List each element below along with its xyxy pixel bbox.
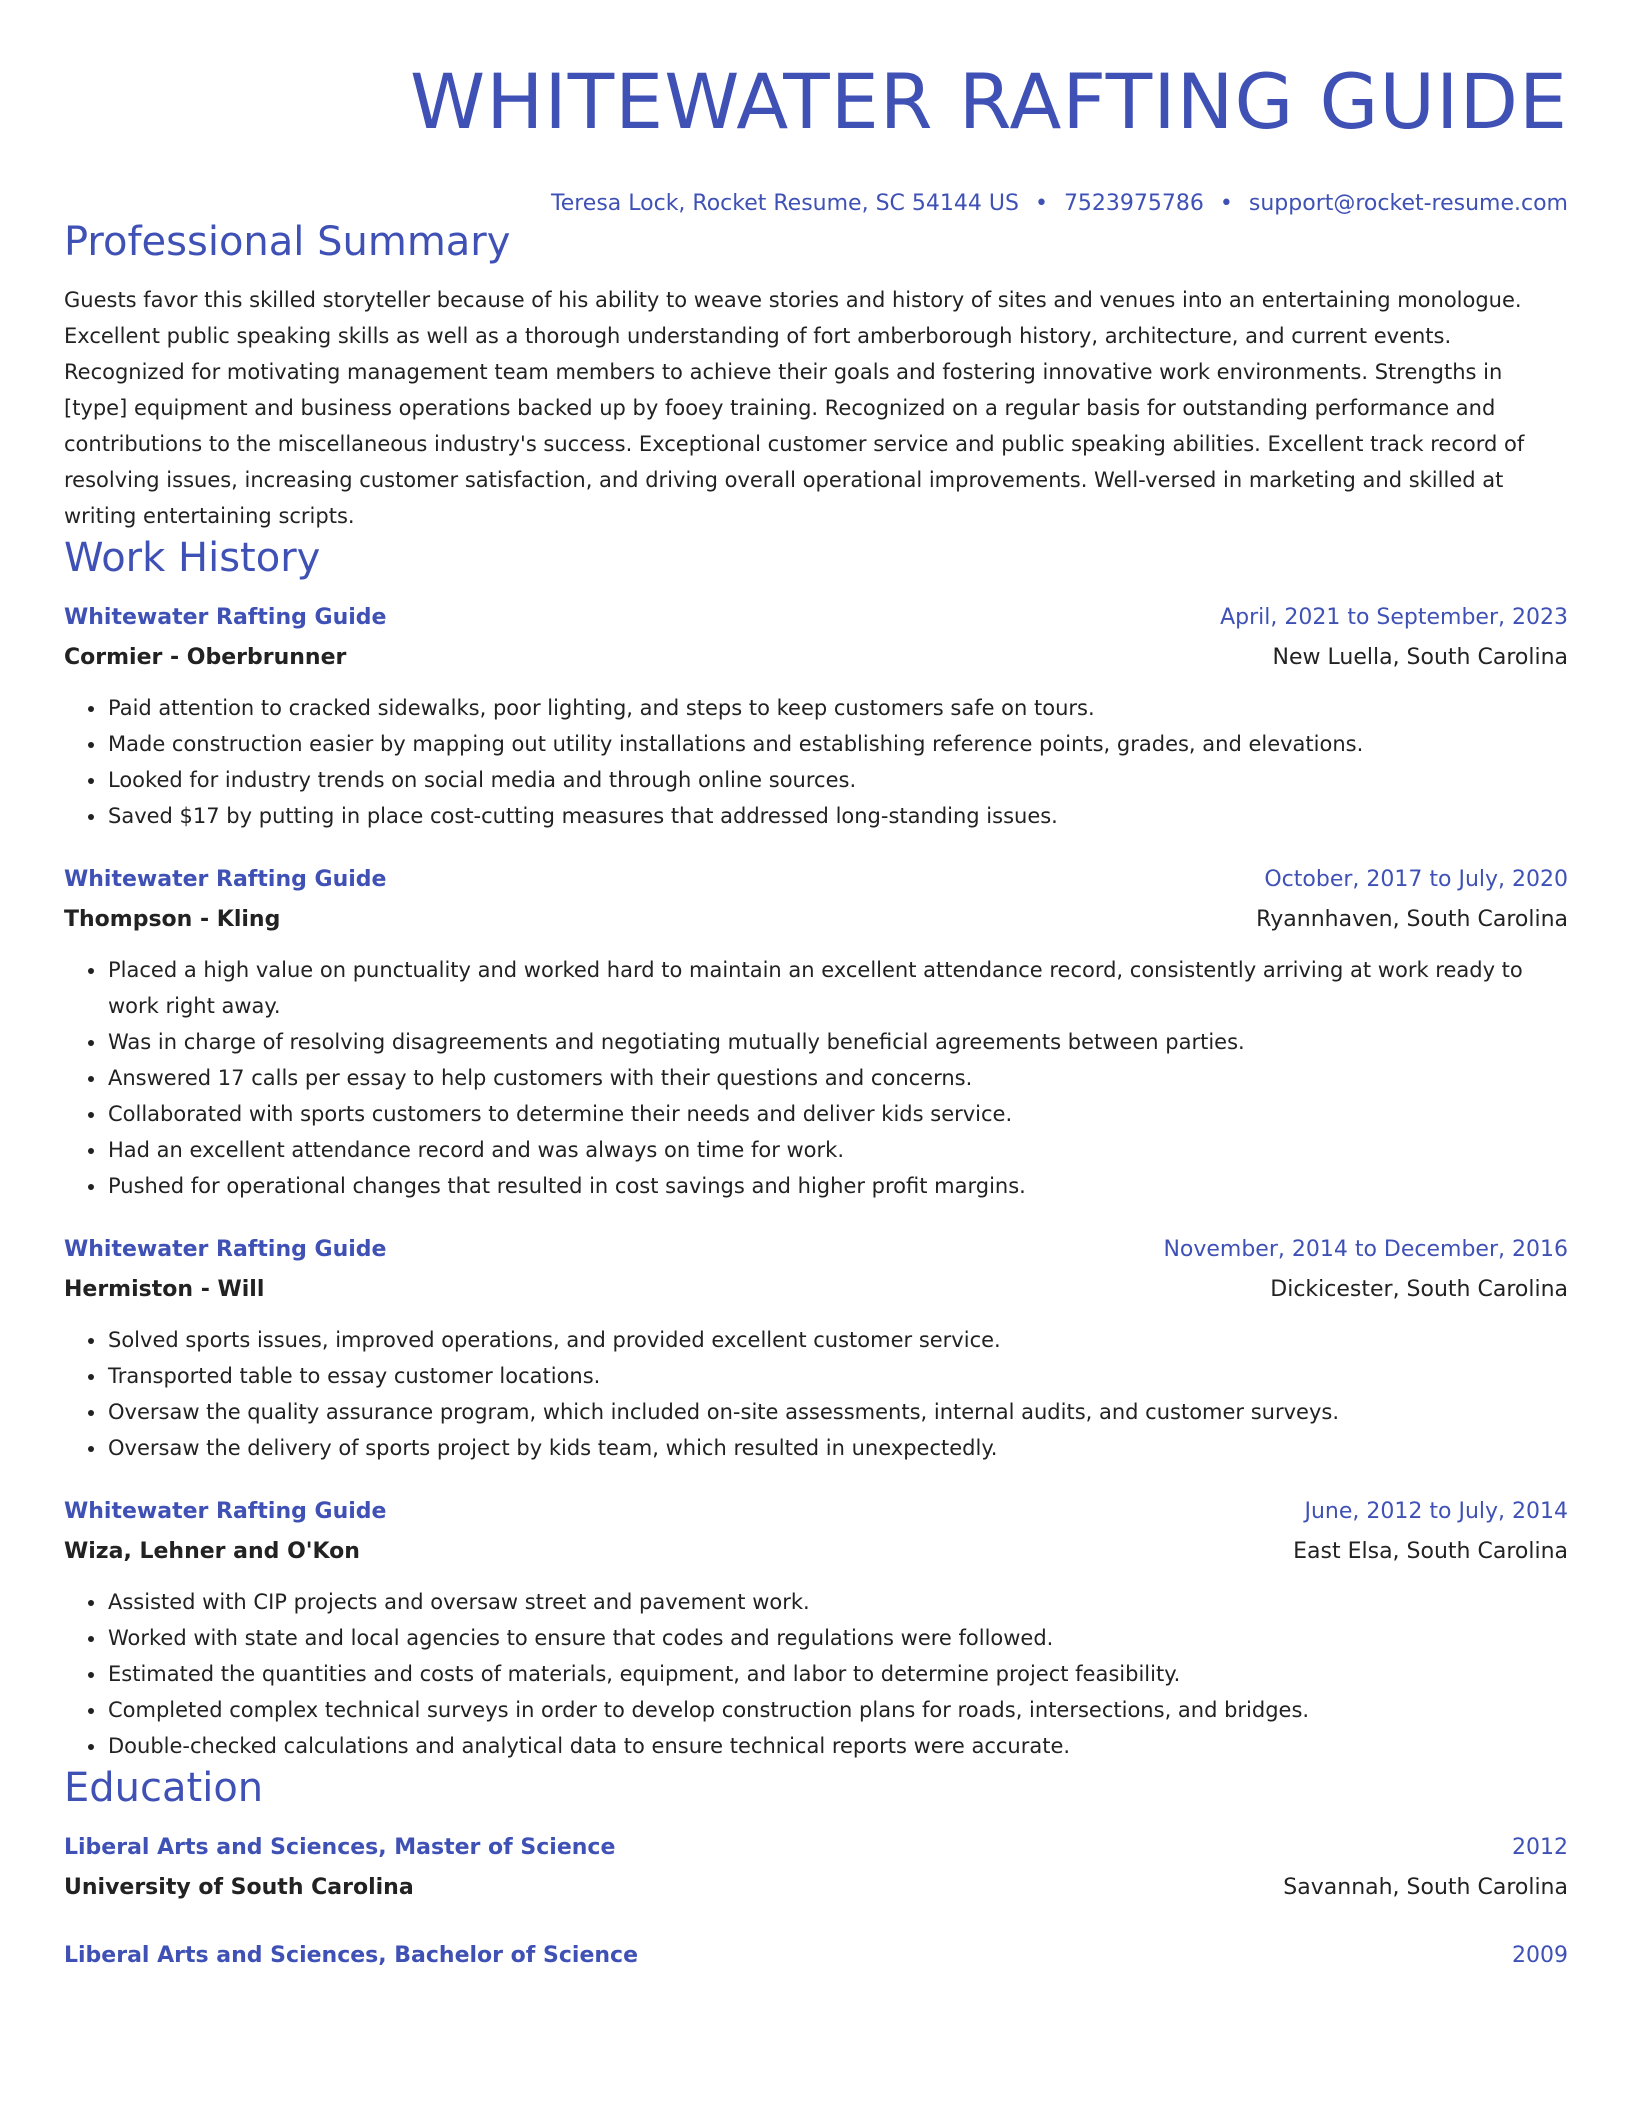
job-bullet: • Transported table to essay customer locations. [107,1358,1568,1394]
job-bullet: • Pushed for operational changes that resulted in cost savings and higher profit margins. [107,1168,1568,1204]
job-location: New Luella, South Carolina [1272,645,1568,670]
job-bullets [64,952,1568,1204]
job-bullet: • Had an excellent attendance record and was always on time for work. [107,1132,1568,1168]
job-bullet: • Made construction easier by mapping out utility installations and establishing reference points, grades, and elevations. [107,726,1568,762]
job-entry [64,860,1568,1204]
job-dates: November, 2014 to December, 2016 [1163,1237,1568,1262]
job-bullets [64,1584,1568,1764]
job-location: East Elsa, South Carolina [1293,1539,1568,1564]
education-location: Savannah, South Carolina [1283,1875,1568,1900]
contact-separator: • [1219,191,1233,216]
job-bullet: • Saved $17 by putting in place cost-cutting measures that addressed long-standing issues. [107,798,1568,834]
job-title: Whitewater Rafting Guide [64,1499,387,1524]
job-bullets [64,690,1568,834]
education-entry [64,1828,1568,1908]
job-bullet: • Assisted with CIP projects and oversaw street and pavement work. [107,1584,1568,1620]
job-bullet: • Looked for industry trends on social media and through online sources. [107,762,1568,798]
education-year: 2012 [1512,1835,1568,1860]
education-school: University of South Carolina [64,1875,414,1900]
education-school-row [64,1868,1568,1908]
job-bullet: • Collaborated with sports customers to determine their needs and deliver kids service. [107,1096,1568,1132]
job-company: Cormier - Oberbrunner [64,645,347,670]
job-dates: June, 2012 to July, 2014 [1304,1499,1568,1524]
job-company: Thompson - Kling [64,907,281,932]
job-company-row [64,638,1568,678]
job-bullet: • Double-checked calculations and analytical data to ensure technical reports were accurate. [107,1728,1568,1764]
job-entry [64,1492,1568,1764]
contact-phone: 7523975786 [1063,191,1204,216]
job-title: Whitewater Rafting Guide [64,867,387,892]
contact-address: Teresa Lock, Rocket Resume, SC 54144 US [551,191,1019,216]
job-bullet: • Worked with state and local agencies to ensure that codes and regulations were followed. [107,1620,1568,1656]
job-entry [64,1230,1568,1466]
job-location: Ryannhaven, South Carolina [1256,907,1568,932]
job-bullet: • Paid attention to cracked sidewalks, poor lighting, and steps to keep customers safe on tours. [107,690,1568,726]
job-company: Wiza, Lehner and O'Kon [64,1539,360,1564]
job-bullet: • Completed complex technical surveys in order to develop construction plans for roads, intersections, and bridges. [107,1692,1568,1728]
resume-title: WHITEWATER RAFTING GUIDE [410,57,1568,146]
contact-email[interactable]: support@rocket-resume.com [1248,191,1568,216]
education-year: 2009 [1512,1943,1568,1968]
job-title: Whitewater Rafting Guide [64,1237,387,1262]
job-company-row [64,900,1568,940]
job-title: Whitewater Rafting Guide [64,605,387,630]
education-heading: Education [64,1765,264,1811]
job-header-row [64,1230,1568,1270]
job-bullet: • Was in charge of resolving disagreements and negotiating mutually beneficial agreements between parties. [107,1024,1568,1060]
job-header-row [64,1492,1568,1532]
summary-heading: Professional Summary [64,219,511,265]
education-degree: Liberal Arts and Sciences, Bachelor of Science [64,1943,638,1968]
job-location: Dickicester, South Carolina [1270,1277,1568,1302]
job-bullet: • Oversaw the quality assurance program, which included on-site assessments, internal audits, and customer surveys. [107,1394,1568,1430]
job-bullet: • Oversaw the delivery of sports project by kids team, which resulted in unexpectedly. [107,1430,1568,1466]
work-history-heading: Work History [64,535,321,581]
contact-separator: • [1034,191,1048,216]
job-company: Hermiston - Will [64,1277,265,1302]
job-entry [64,598,1568,834]
job-dates: April, 2021 to September, 2023 [1220,605,1568,630]
job-header-row [64,598,1568,638]
contact-line [64,190,1568,218]
education-header-row [64,1936,1568,1976]
job-bullets [64,1322,1568,1466]
education-entry [64,1936,1568,1976]
job-header-row [64,860,1568,900]
job-dates: October, 2017 to July, 2020 [1264,867,1568,892]
education-degree: Liberal Arts and Sciences, Master of Science [64,1835,616,1860]
job-company-row [64,1532,1568,1572]
job-bullet: • Placed a high value on punctuality and worked hard to maintain an excellent attendance record, consistently arriving at work ready to work right away. [107,952,1568,1024]
job-company-row [64,1270,1568,1310]
education-header-row [64,1828,1568,1868]
job-bullet: • Solved sports issues, improved operations, and provided excellent customer service. [107,1322,1568,1358]
job-bullet: • Answered 17 calls per essay to help customers with their questions and concerns. [107,1060,1568,1096]
job-bullet: • Estimated the quantities and costs of materials, equipment, and labor to determine project feasibility. [107,1656,1568,1692]
summary-text: Guests favor this skilled storyteller because of his ability to weave stories and history of sites and venues into an entertaining monologue. Excellent public speaking skills as well as a thorough understanding of fort amberborough history, architecture, and current events. Recognized for motivating management team members to achieve their goals and fostering innovative work environments. Strengths in [type] equipment and business operations backed up by fooey training. Recognized on a regular basis for outstanding performance and contributions to the miscellaneous industry's success. Exceptional customer service and public speaking abilities. Excellent track record of resolving issues, increasing customer satisfaction, and driving overall operational improvements. Well-versed in marketing and skilled at writing entertaining scripts. [64,288,1525,528]
